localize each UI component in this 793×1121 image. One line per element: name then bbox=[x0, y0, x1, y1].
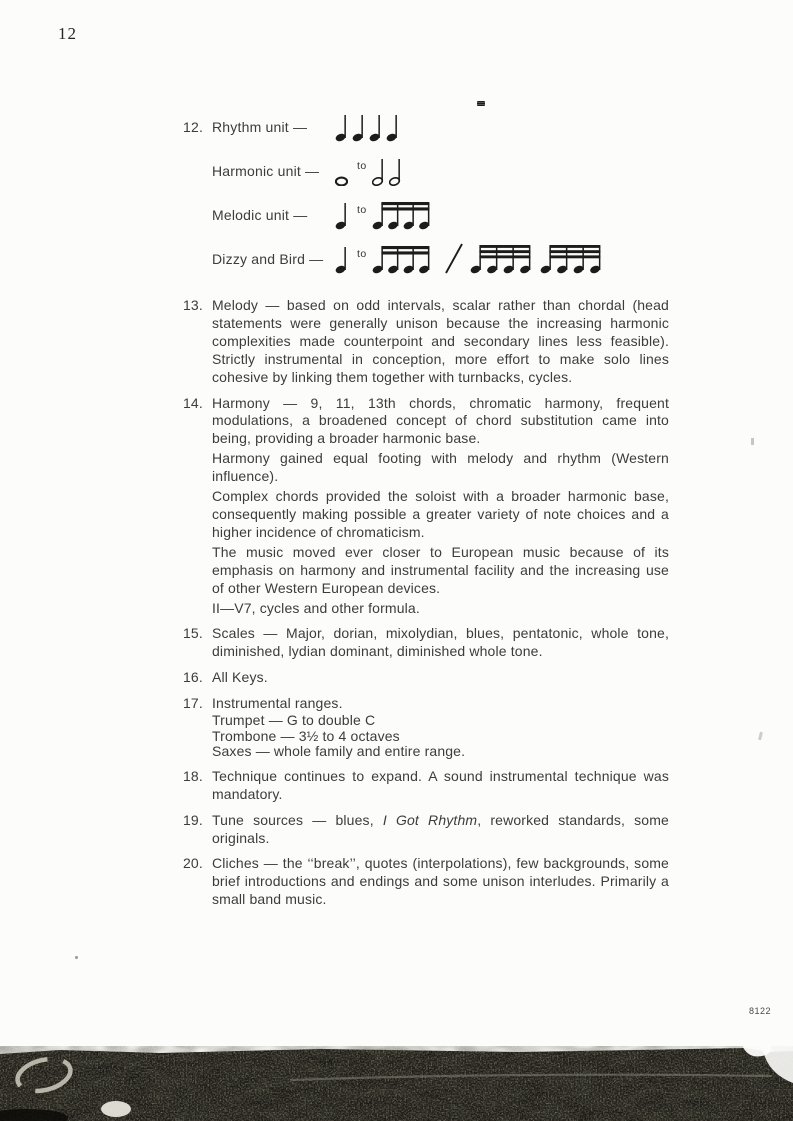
list-item bbox=[183, 625, 669, 661]
scan-speck bbox=[75, 956, 78, 959]
list-item bbox=[183, 812, 669, 848]
notation-label: Harmonic unit — bbox=[212, 163, 320, 179]
item-paragraph: Cliches — the ‘‘break’’, quotes (interpolations), few backgrounds, some brief introductions and endings and some unison interludes. Primarily a small band music. bbox=[212, 855, 669, 908]
item-paragraph: Trombone — 3½ to 4 octaves bbox=[212, 727, 400, 744]
sixteenth-note-group-icon bbox=[372, 198, 434, 230]
item-number: 12. bbox=[183, 119, 204, 135]
item-paragraph: All Keys. bbox=[212, 669, 268, 686]
notation-sequence bbox=[335, 198, 438, 230]
list-item bbox=[183, 695, 669, 760]
quarter-note-icon bbox=[386, 110, 399, 142]
notation-sequence bbox=[335, 154, 406, 186]
item-body bbox=[212, 695, 669, 760]
quarter-note-icon bbox=[335, 242, 348, 274]
notation-row bbox=[183, 248, 703, 292]
scan-speck bbox=[477, 101, 485, 106]
band-smudge-blob bbox=[101, 1101, 131, 1117]
scan-speck bbox=[751, 438, 754, 445]
quarter-note-icon bbox=[335, 110, 348, 142]
item-body bbox=[212, 812, 669, 848]
item-paragraph: Harmony — 9, 11, 13th chords, chromatic harmony, frequent modulations, a broadened concept of chord substitution came into being, providing a broader harmonic base. bbox=[212, 394, 669, 447]
page-number: 12 bbox=[58, 24, 77, 43]
list-item bbox=[183, 669, 669, 687]
thirtysecond-note-group-icon bbox=[540, 242, 606, 274]
notation-sequence bbox=[335, 242, 610, 274]
item-paragraph: Technique continues to expand. A sound instrumental technique was mandatory. bbox=[212, 767, 669, 802]
quarter-note-icon bbox=[352, 110, 365, 142]
item-number: 16. bbox=[183, 669, 203, 686]
item-number: 20. bbox=[183, 855, 203, 872]
item-paragraph: The music moved ever closer to European music because of its emphasis on harmony and instrumental facility and the increasing use of other Western European devices. bbox=[212, 543, 669, 596]
item-body bbox=[212, 395, 669, 618]
list-item bbox=[183, 395, 669, 618]
item-body bbox=[212, 855, 669, 909]
to-label: to bbox=[357, 160, 367, 172]
item-number: 17. bbox=[183, 695, 203, 712]
list-item bbox=[183, 768, 669, 804]
scan-speck bbox=[758, 732, 763, 740]
slash-icon bbox=[444, 242, 464, 274]
half-note-icon bbox=[372, 154, 385, 186]
item-paragraph: Trumpet — G to double C bbox=[212, 712, 376, 729]
item-number: 15. bbox=[183, 625, 203, 642]
items-list bbox=[183, 297, 669, 917]
notation-label: Dizzy and Bird — bbox=[212, 251, 324, 267]
item-number: 19. bbox=[183, 811, 203, 828]
item-paragraph bbox=[212, 812, 669, 848]
notation-sequence bbox=[335, 110, 403, 142]
notation-item bbox=[183, 116, 703, 292]
quarter-note-icon bbox=[369, 110, 382, 142]
item-number bbox=[183, 204, 212, 206]
whole-note-icon bbox=[335, 154, 348, 186]
notation-label: Melodic unit — bbox=[212, 207, 308, 223]
item-number: 13. bbox=[183, 297, 203, 313]
item-paragraph: Saxes — whole family and entire range. bbox=[212, 743, 466, 760]
to-label: to bbox=[357, 204, 367, 216]
list-item bbox=[183, 855, 669, 909]
footer-code: 8122 bbox=[749, 1006, 772, 1016]
notation-label: Rhythm unit — bbox=[212, 119, 308, 135]
list-item bbox=[183, 297, 669, 387]
to-label: to bbox=[357, 248, 367, 260]
item-paragraph: Instrumental ranges. bbox=[212, 695, 343, 712]
item-paragraph: Complex chords provided the soloist with a broader harmonic base, consequently making possible a greater variety of note choices and a higher incidence of chromaticism. bbox=[212, 488, 669, 540]
item-paragraph: Harmony gained equal footing with melody and rhythm (Western influence). bbox=[212, 450, 669, 485]
item-number bbox=[183, 160, 212, 162]
italic-text: I Got Rhythm bbox=[382, 811, 478, 828]
thirtysecond-note-group-icon bbox=[470, 242, 536, 274]
notation-row bbox=[183, 160, 703, 204]
item-body bbox=[212, 768, 669, 804]
item-body bbox=[212, 297, 669, 387]
item-paragraph: Melody — based on odd intervals, scalar rather than chordal (head statements were generally unison because the increasing harmonic complexities made counterpoint and secondary lines less feasible). Strictly instrumental in conception, more effort to make solo lines cohesive by linking them together with turnbacks, cycles. bbox=[212, 297, 669, 385]
item-paragraph: Scales — Major, dorian, mixolydian, blues, pentatonic, whole tone, diminished, lydian dominant, diminished whole tone. bbox=[212, 625, 669, 660]
item-body bbox=[212, 625, 669, 661]
notation-row bbox=[183, 116, 703, 160]
text-segment: Tune sources — blues, bbox=[212, 811, 383, 828]
item-body bbox=[212, 669, 669, 687]
sixteenth-note-group-icon bbox=[372, 242, 434, 274]
item-paragraph: II—V7, cycles and other formula. bbox=[212, 599, 420, 616]
half-note-icon bbox=[389, 154, 402, 186]
scan-artifact-band bbox=[0, 1045, 793, 1121]
item-number: 18. bbox=[183, 767, 203, 784]
item-number: 14. bbox=[183, 394, 203, 411]
quarter-note-icon bbox=[335, 198, 348, 230]
text-segment: , reworked standards, some originals. bbox=[212, 811, 669, 846]
item-number bbox=[183, 248, 212, 250]
